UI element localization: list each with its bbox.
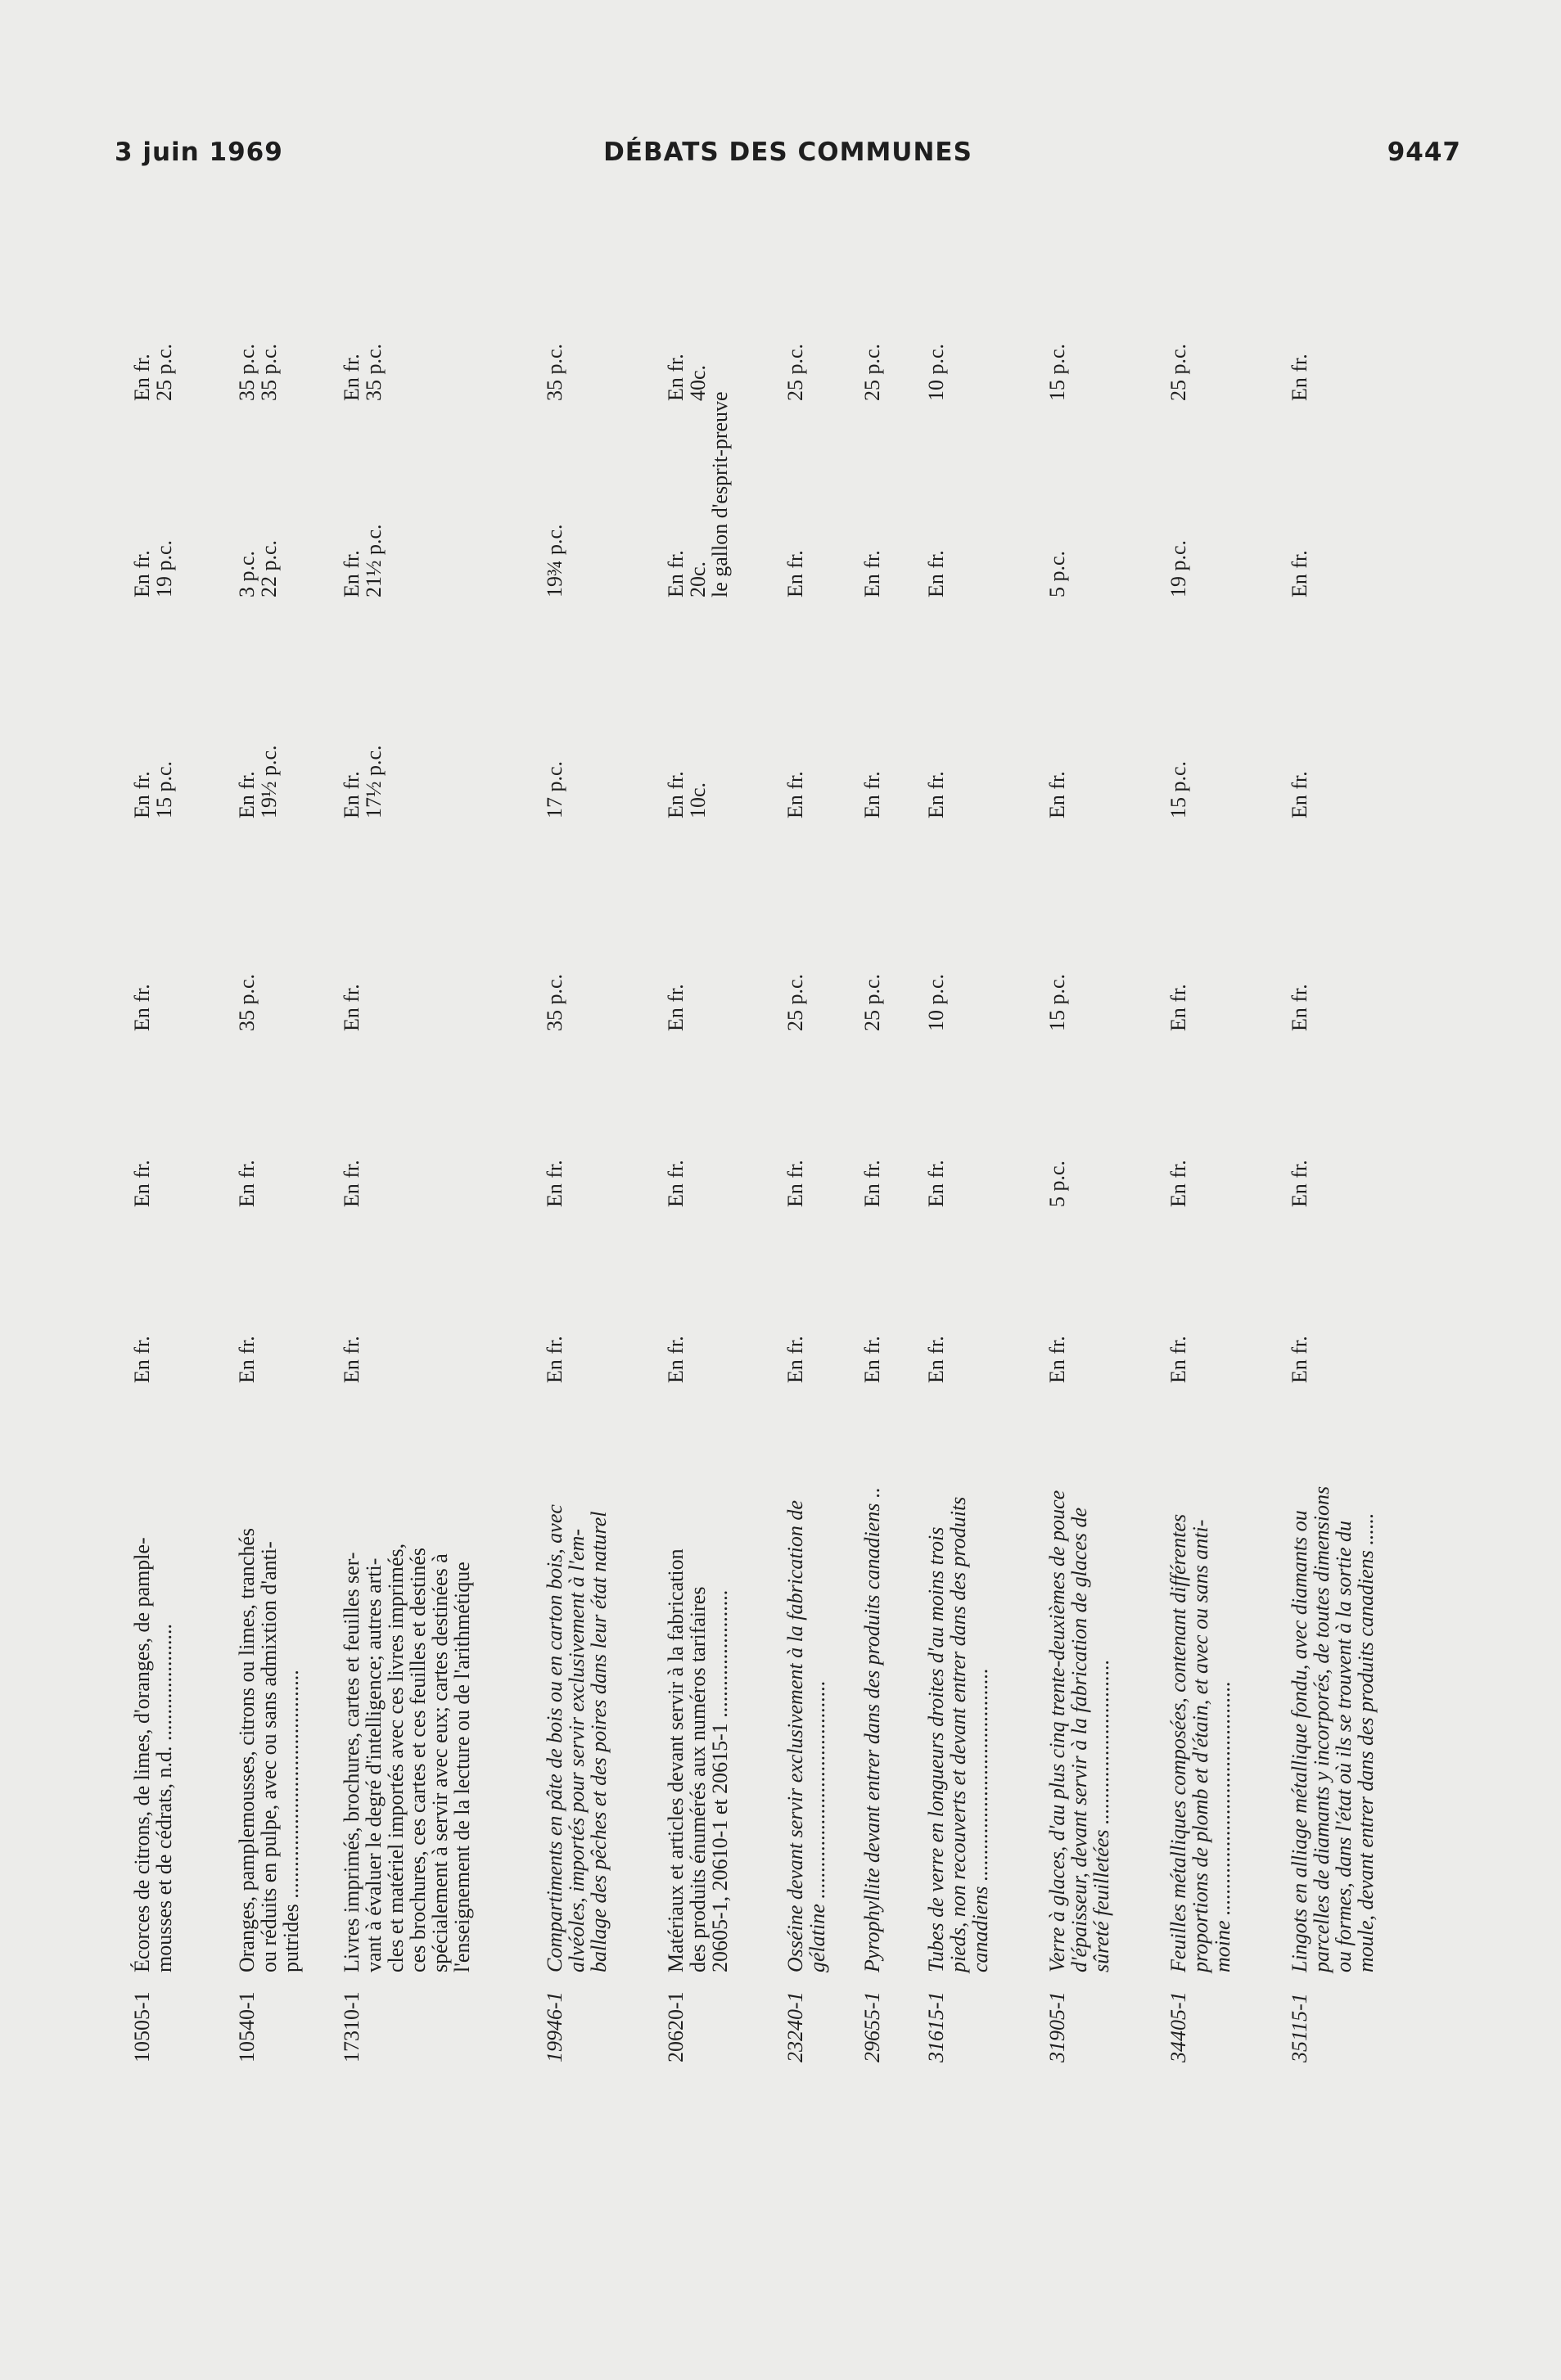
- rate-cell-col-1: [341, 1336, 363, 1383]
- description-line: vant à évaluer le degré d'intelligence; autres arti-: [362, 1557, 386, 1972]
- item-description: [1288, 1386, 1377, 1972]
- description-line: putrides ...........................................: [279, 1670, 303, 1972]
- rate-cell-col-2: [544, 1160, 566, 1207]
- rate-value: 15 p.c.: [1045, 343, 1069, 401]
- description-line: 20605-1, 20610-1 et 20615-1 ........................: [708, 1589, 732, 1972]
- rate-value: En fr.: [340, 1336, 363, 1383]
- description-line: Verre à glaces, d'au plus cinq trente-deuxièmes de pouce: [1045, 1490, 1069, 1972]
- item-description: [925, 1386, 991, 1972]
- rate-value: En fr.: [1166, 1160, 1190, 1207]
- item-description: [665, 1386, 731, 1972]
- rate-cell-col-5: [1288, 550, 1311, 597]
- description-line: Livres imprimés, brochures, cartes et feuilles ser-: [340, 1552, 363, 1972]
- rate-value: En fr.: [783, 550, 807, 597]
- rate-value: 3 p.c.: [235, 550, 259, 597]
- rate-value: 40c.: [686, 364, 710, 401]
- description-line: cles et matériel importés avec ces livres imprimés,: [384, 1543, 408, 1972]
- rate-cell-col-6: [861, 344, 883, 401]
- description-line: mousses et de cédrats, n.d. ......................: [152, 1623, 176, 1972]
- rate-cell-col-5: [665, 391, 731, 597]
- rate-cell-col-3: [1288, 984, 1311, 1031]
- tariff-number: 34405-1: [1166, 1991, 1190, 2062]
- item-description: [784, 1386, 828, 1972]
- rate-value: 35 p.c.: [543, 343, 566, 401]
- rate-value: 10c.: [686, 782, 710, 818]
- tariff-number: 29655-1: [860, 1991, 884, 2062]
- rate-cell-col-6: [1167, 344, 1189, 401]
- rate-value: En fr.: [664, 550, 688, 597]
- rate-value: En fr.: [340, 354, 363, 401]
- rate-cell-col-1: [1288, 1336, 1311, 1383]
- rate-value: En fr.: [860, 771, 884, 818]
- rate-cell-col-4: [131, 761, 175, 818]
- rate-value: En fr.: [340, 1160, 363, 1207]
- rate-cell-col-5: [861, 550, 883, 597]
- rate-cell-col-4: [1167, 761, 1189, 818]
- rate-value: 19 p.c.: [1166, 539, 1190, 597]
- rate-value: 17 p.c.: [543, 760, 566, 818]
- description-line: d'épaisseur, devant servir à la fabrication de glaces de: [1067, 1507, 1091, 1972]
- rate-value: 15 p.c.: [1045, 973, 1069, 1031]
- rate-value: En fr.: [1045, 771, 1069, 818]
- description-line: Matériaux et articles devant servir à la fabrication: [664, 1548, 688, 1972]
- rate-cell-col-3: [1167, 984, 1189, 1031]
- rate-cell-col-6: [544, 344, 566, 401]
- rate-value: 5 p.c.: [1045, 550, 1069, 597]
- rate-value: 25 p.c.: [783, 343, 807, 401]
- description-line: parcelles de diamants y incorporés, de toutes dimensions: [1310, 1485, 1333, 1972]
- rate-cell-col-5: [544, 524, 566, 597]
- rate-cell-col-3: [131, 984, 153, 1031]
- rate-cell-col-5: [341, 524, 385, 597]
- rate-value: 20c.: [686, 561, 710, 597]
- rate-cell-col-6: [784, 344, 806, 401]
- rate-cell-col-6: [925, 344, 947, 401]
- rate-cell-col-3: [341, 984, 363, 1031]
- rate-cell-col-4: [861, 771, 883, 818]
- rate-value: 15 p.c.: [1166, 760, 1190, 818]
- rate-cell-col-5: [925, 550, 947, 597]
- rate-value: En fr.: [130, 354, 154, 401]
- rate-value: En fr.: [130, 550, 154, 597]
- rate-value: En fr.: [340, 771, 363, 818]
- rate-cell-col-3: [236, 974, 258, 1031]
- rate-value: En fr.: [924, 550, 948, 597]
- rate-value: En fr.: [1288, 771, 1311, 818]
- rate-cell-col-6: [131, 344, 175, 401]
- rate-value: 35 p.c.: [235, 343, 259, 401]
- rate-value: En fr.: [860, 550, 884, 597]
- rate-value: En fr.: [1288, 550, 1311, 597]
- rate-cell-col-2: [236, 1160, 258, 1207]
- item-description: [131, 1386, 175, 1972]
- rate-value: En fr.: [340, 984, 363, 1031]
- rate-cell-col-2: [1167, 1160, 1189, 1207]
- description-line: Osséine devant servir exclusivement à la fabrication de: [783, 1500, 807, 1972]
- header-title: DÉBATS DES COMMUNES: [603, 137, 972, 167]
- rate-cell-col-3: [1046, 974, 1068, 1031]
- rate-value: En fr.: [1166, 984, 1190, 1031]
- description-line: spécialement à servir avec eux; cartes destinées à: [428, 1553, 452, 1972]
- rate-cell-col-2: [925, 1160, 947, 1207]
- rate-cell-col-2: [1046, 1161, 1068, 1207]
- description-line: Écorces de citrons, de limes, d'oranges, de pample-: [130, 1537, 154, 1972]
- rate-value: En fr.: [130, 984, 154, 1031]
- rate-value: 35 p.c.: [543, 973, 566, 1031]
- tariff-number: 31905-1: [1045, 1991, 1069, 2062]
- rate-value: 15 p.c.: [152, 760, 176, 818]
- rate-cell-col-1: [861, 1336, 883, 1383]
- description-line: alvéoles, importés pour servir exclusivement à l'em-: [565, 1528, 589, 1972]
- rate-value: En fr.: [543, 1336, 566, 1383]
- rate-value: 19½ p.c.: [257, 745, 281, 818]
- rate-cell-col-3: [544, 974, 566, 1031]
- rate-cell-col-3: [861, 974, 883, 1031]
- item-description: [236, 1386, 302, 1972]
- rate-cell-col-6: [1046, 344, 1068, 401]
- rate-value: 25 p.c.: [783, 973, 807, 1031]
- rate-value: 35 p.c.: [257, 343, 281, 401]
- description-line: des produits énumérés aux numéros tarifaires: [686, 1586, 710, 1972]
- rate-value: 10 p.c.: [924, 343, 948, 401]
- rate-value: En fr.: [1288, 984, 1311, 1031]
- rate-value: En fr.: [860, 1336, 884, 1383]
- rate-cell-col-4: [784, 771, 806, 818]
- item-description: [341, 1386, 473, 1972]
- description-line: canadiens ........................................: [968, 1668, 992, 1972]
- rate-value: En fr.: [783, 771, 807, 818]
- rate-value: En fr.: [783, 1336, 807, 1383]
- rate-cell-col-4: [341, 745, 385, 818]
- rate-value: En fr.: [860, 1160, 884, 1207]
- description-line: sûreté feuilletées ...............................: [1090, 1659, 1113, 1972]
- tariff-number: 19946-1: [543, 1991, 566, 2062]
- rate-cell-col-2: [131, 1160, 153, 1207]
- description-line: l'enseignement de la lecture ou de l'arithmétique: [450, 1562, 474, 1972]
- rate-cell-col-1: [236, 1336, 258, 1383]
- rate-cell-col-5: [1167, 540, 1189, 597]
- rate-value: En fr.: [235, 1336, 259, 1383]
- tariff-number: 35115-1: [1288, 1993, 1311, 2062]
- rate-value: En fr.: [543, 1160, 566, 1207]
- description-line: ou réduits en pulpe, avec ou sans admixtion d'anti-: [257, 1541, 281, 1972]
- rate-value: En fr.: [1166, 1336, 1190, 1383]
- rate-cell-col-2: [861, 1160, 883, 1207]
- rate-cell-col-2: [341, 1160, 363, 1207]
- description-line: Tubes de verre en longueurs droites d'au moins trois: [924, 1526, 948, 1972]
- rate-cell-col-1: [1167, 1336, 1189, 1383]
- rate-cell-col-2: [665, 1160, 687, 1207]
- description-line: ou formes, dans l'état où ils se trouvent à la sortie du: [1332, 1520, 1356, 1972]
- item-description: [544, 1386, 610, 1972]
- rate-value: 35 p.c.: [362, 343, 386, 401]
- rate-value: En fr.: [664, 354, 688, 401]
- rate-cell-col-4: [1288, 771, 1311, 818]
- rate-cell-col-2: [1288, 1160, 1311, 1207]
- rate-cell-col-1: [544, 1336, 566, 1383]
- rate-cell-col-6: [665, 354, 709, 401]
- rate-value: 19 p.c.: [152, 539, 176, 597]
- description-line: proportions de plomb et d'étain, et avec ou sans anti-: [1189, 1519, 1212, 1972]
- page-number: 9447: [1387, 137, 1461, 167]
- rate-value: En fr.: [924, 1160, 948, 1207]
- description-line: ces brochures, ces cartes et ces feuilles et destinés: [406, 1547, 430, 1972]
- description-line: moule, devant entrer dans des produits canadiens ......: [1354, 1512, 1378, 1972]
- description-line: Oranges, pamplemousses, citrons ou limes, tranchés: [235, 1528, 259, 1972]
- rate-value: 17½ p.c.: [362, 745, 386, 818]
- rate-cell-col-5: [1046, 551, 1068, 597]
- rate-cell-col-6: [1288, 354, 1311, 401]
- tariff-number: 23240-1: [783, 1991, 807, 2062]
- rate-value: En fr.: [1288, 354, 1311, 401]
- description-line: Lingots en alliage métallique fondu, avec diamants ou: [1288, 1510, 1311, 1972]
- tariff-number: 31615-1: [924, 1991, 948, 2062]
- rate-value: le gallon d'esprit-preuve: [708, 391, 732, 597]
- description-line: pieds, non recouverts et devant entrer dans des produits: [946, 1496, 970, 1972]
- rate-value: 25 p.c.: [860, 343, 884, 401]
- rate-value: 25 p.c.: [152, 343, 176, 401]
- rate-cell-col-4: [1046, 771, 1068, 818]
- item-description: [1167, 1386, 1234, 1972]
- rate-value: En fr.: [235, 1160, 259, 1207]
- rate-value: En fr.: [1288, 1336, 1311, 1383]
- rate-cell-col-4: [665, 771, 709, 818]
- rate-value: 21½ p.c.: [362, 524, 386, 597]
- rate-cell-col-6: [236, 344, 280, 401]
- rate-cell-col-4: [544, 761, 566, 818]
- rate-value: 25 p.c.: [860, 973, 884, 1031]
- rate-value: En fr.: [664, 984, 688, 1031]
- rate-cell-col-1: [131, 1336, 153, 1383]
- tariff-number: 20620-1: [664, 1991, 688, 2062]
- rate-value: 25 p.c.: [1166, 343, 1190, 401]
- rate-value: En fr.: [924, 1336, 948, 1383]
- header-date: 3 juin 1969: [115, 137, 283, 167]
- rate-cell-col-4: [925, 771, 947, 818]
- rate-cell-col-3: [925, 974, 947, 1031]
- page-header: [115, 137, 1461, 178]
- rate-cell-col-3: [665, 984, 687, 1031]
- rate-value: En fr.: [783, 1160, 807, 1207]
- rate-cell-col-1: [925, 1336, 947, 1383]
- rate-cell-col-1: [784, 1336, 806, 1383]
- rate-value: En fr.: [130, 1160, 154, 1207]
- description-line: Compartiments en pâte de bois ou en carton bois, avec: [543, 1504, 566, 1972]
- rate-cell-col-1: [1046, 1336, 1068, 1383]
- rate-cell-col-5: [784, 550, 806, 597]
- rate-cell-col-2: [784, 1160, 806, 1207]
- rate-cell-col-6: [341, 344, 385, 401]
- rate-value: En fr.: [130, 771, 154, 818]
- rate-value: En fr.: [664, 1160, 688, 1207]
- rate-value: En fr.: [1045, 1336, 1069, 1383]
- rate-cell-col-5: [131, 540, 175, 597]
- rate-value: 22 p.c.: [257, 539, 281, 597]
- description-line: moine ............................................: [1211, 1680, 1234, 1972]
- description-line: Feuilles métalliques composées, contenant différentes: [1166, 1513, 1190, 1972]
- rate-value: En fr.: [235, 771, 259, 818]
- tariff-number: 10540-1: [235, 1991, 259, 2062]
- description-line: Pyrophyllite devant entrer dans des produits canadiens ..: [860, 1487, 884, 1972]
- rate-cell-col-5: [236, 540, 280, 597]
- description-line: gélatine .........................................: [805, 1680, 829, 1972]
- tariff-number: 17310-1: [340, 1991, 363, 2062]
- rate-value: En fr.: [1288, 1160, 1311, 1207]
- rate-value: 19¾ p.c.: [543, 524, 566, 597]
- tariff-table: [115, 344, 1424, 2062]
- rate-value: En fr.: [130, 1336, 154, 1383]
- rate-cell-col-4: [236, 745, 280, 818]
- rate-value: 10 p.c.: [924, 973, 948, 1031]
- rate-value: 5 p.c.: [1045, 1160, 1069, 1207]
- tariff-number: 10505-1: [130, 1991, 154, 2062]
- item-description: [861, 1386, 883, 1972]
- rate-cell-col-1: [665, 1336, 687, 1383]
- rate-cell-col-3: [784, 974, 806, 1031]
- item-description: [1046, 1386, 1112, 1972]
- rate-value: En fr.: [664, 771, 688, 818]
- description-line: ballage des pêches et des poires dans leur état naturel: [587, 1511, 611, 1972]
- rate-value: En fr.: [664, 1336, 688, 1383]
- rate-value: 35 p.c.: [235, 973, 259, 1031]
- rate-value: En fr.: [340, 550, 363, 597]
- rate-value: En fr.: [924, 771, 948, 818]
